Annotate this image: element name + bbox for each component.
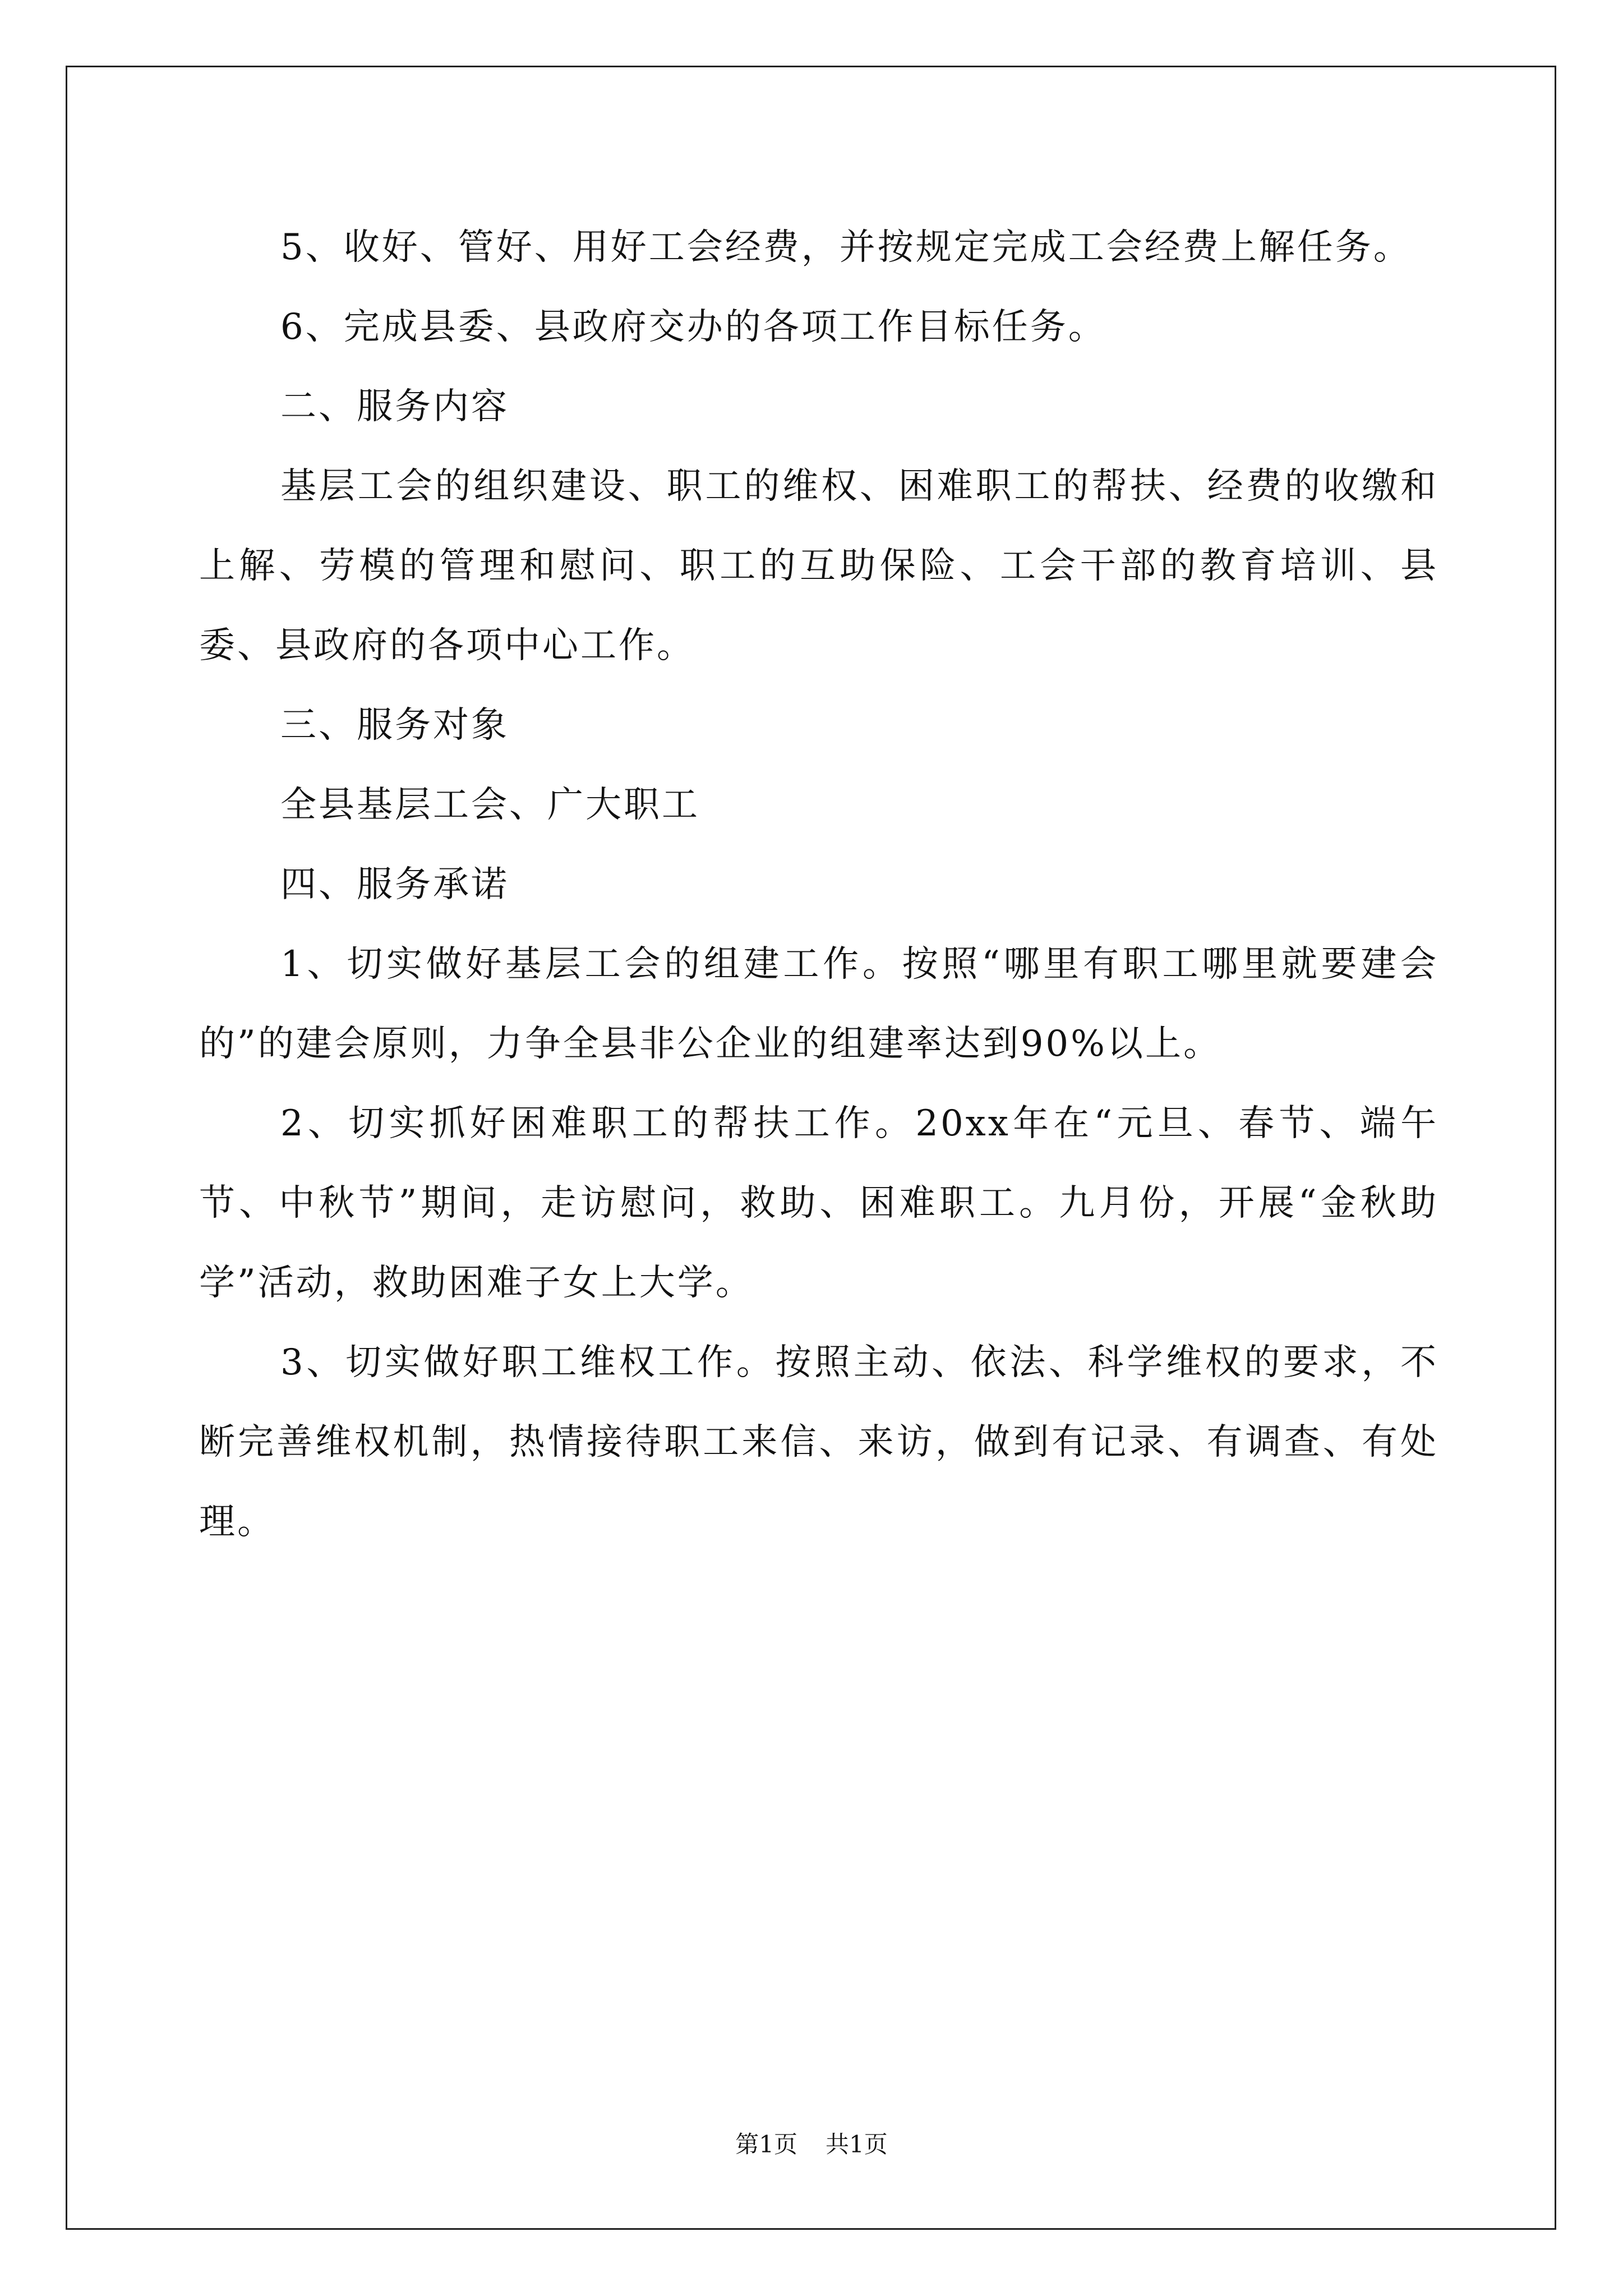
section-heading-service-target: 三、服务对象	[280, 705, 509, 746]
page-number-current: 第1页	[735, 2131, 797, 2158]
paragraph-commitment-1: 1、切实做好基层工会的组建工作。按照“哪里有职工哪里就要建会的”的建会原则，力争全县非公企业的组建率达到90%以上。	[199, 944, 1438, 1065]
paragraph-commitment-2: 2、切实抓好困难职工的帮扶工作。20xx年在“元旦、春节、端午节、中秋节”期间，走访慰问，救助、困难职工。九月份，开展“金秋助学”活动，救助困难子女上大学。	[199, 1103, 1438, 1304]
paragraph-service-content: 基层工会的组织建设、职工的维权、困难职工的帮扶、经费的收缴和上解、劳模的管理和慰问、职工的互助保险、工会干部的教育培训、县委、县政府的各项中心工作。	[199, 466, 1438, 666]
paragraph-2: 6、完成县委、县政府交办的各项工作目标任务。	[280, 306, 1106, 348]
section-heading-service-commitment: 四、服务承诺	[280, 864, 509, 905]
document-body	[199, 208, 1438, 1562]
paragraph-1: 5、收好、管好、用好工会经费，并按规定完成工会经费上解任务。	[280, 227, 1412, 268]
page-number-total: 共1页	[826, 2131, 888, 2158]
section-heading-service-content: 二、服务内容	[280, 386, 509, 427]
page-footer	[0, 2126, 1623, 2160]
paragraph-service-target: 全县基层工会、广大职工	[280, 784, 700, 826]
paragraph-commitment-3: 3、切实做好职工维权工作。按照主动、依法、科学维权的要求，不断完善维权机制，热情接待职工来信、来访，做到有记录、有调查、有处理。	[199, 1342, 1438, 1543]
